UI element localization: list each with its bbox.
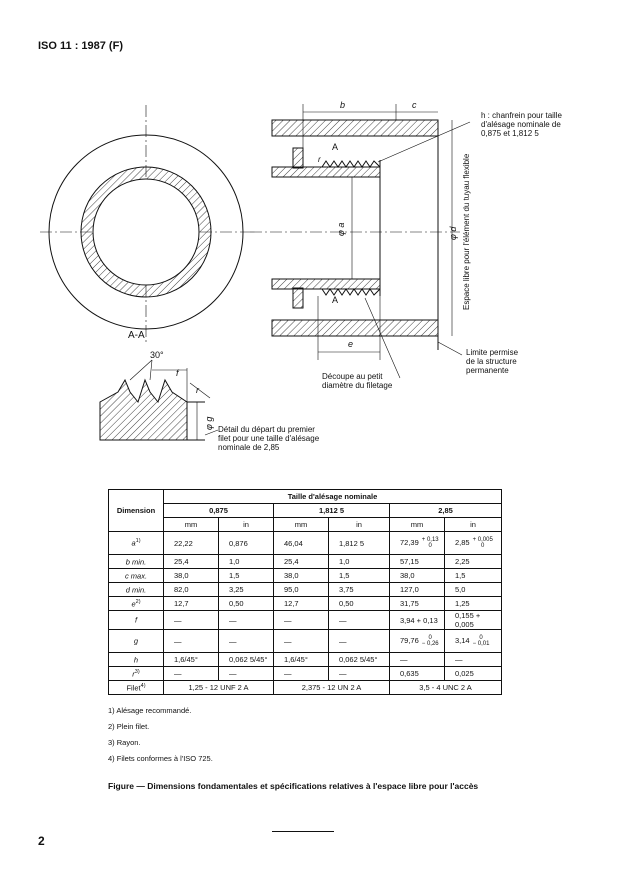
table-cell: 2,375 - 12 UN 2 A	[274, 681, 390, 695]
table-cell: 95,0	[274, 583, 329, 597]
label-a-top: A	[332, 142, 339, 152]
section-label: A-A	[128, 330, 145, 341]
dimension-header: Dimension	[109, 490, 164, 532]
table-cell: 0,50	[329, 597, 390, 611]
table-cell: 0,025	[445, 667, 502, 681]
table-cell: —	[274, 611, 329, 630]
table-row	[109, 611, 502, 630]
table-cell: —	[219, 630, 274, 653]
page-header: ISO 11 : 1987 (F)	[38, 40, 123, 52]
label-g: φ g	[204, 416, 214, 430]
table-cell: 5,0	[445, 583, 502, 597]
label-c: c	[412, 100, 417, 110]
unit-header: mm	[164, 518, 219, 532]
label-f: f	[176, 368, 179, 378]
table-row	[109, 597, 502, 611]
table-cell: 25,4	[274, 555, 329, 569]
page-number: 2	[38, 834, 45, 848]
row-dimension: d min.	[109, 583, 164, 597]
size-header: 0,875	[164, 504, 274, 518]
table-cell: —	[164, 611, 219, 630]
table-row	[109, 630, 502, 653]
label-e: e	[348, 339, 354, 349]
table-cell: 72,39 + 0,13 0	[390, 532, 445, 555]
table-cell: 1,25 - 12 UNF 2 A	[164, 681, 274, 695]
table-cell: 1,5	[329, 569, 390, 583]
table-cell: 1,6/45°	[164, 653, 219, 667]
unit-header: in	[219, 518, 274, 532]
table-cell: 31,75	[390, 597, 445, 611]
row-dimension: $r^{3)}$	[109, 667, 164, 681]
table-cell: 1,812 5	[329, 532, 390, 555]
row-dimension: $e^{2)}$	[109, 597, 164, 611]
table-cell: 1,5	[219, 569, 274, 583]
table-cell: 22,22	[164, 532, 219, 555]
note-chamfer: h : chanfrein pour taille d'alésage nominale de 0,875 et 1,812 5	[481, 111, 562, 138]
table-row	[109, 555, 502, 569]
row-dimension: Filet$^{4)}$	[109, 681, 164, 695]
table-row	[109, 667, 502, 681]
unit-header: in	[329, 518, 390, 532]
size-header: 1,812 5	[274, 504, 390, 518]
table-cell: 2,25	[445, 555, 502, 569]
table-cell: —	[445, 653, 502, 667]
table-cell: —	[164, 630, 219, 653]
table-cell: 0,062 5/45°	[329, 653, 390, 667]
table-cell: 79,76 0 − 0,26	[390, 630, 445, 653]
note-limit: Limite permise de la structure permanente	[466, 348, 519, 375]
table-cell: —	[219, 611, 274, 630]
footnote: 4) Filets conformes à l'ISO 725.	[108, 754, 213, 763]
table-cell: 57,15	[390, 555, 445, 569]
table-cell: 12,7	[274, 597, 329, 611]
row-dimension: b min.	[109, 555, 164, 569]
table-cell: 12,7	[164, 597, 219, 611]
table-row-filet	[109, 681, 502, 695]
footnote: 1) Alésage recommandé.	[108, 706, 192, 715]
table-cell: 0,876	[219, 532, 274, 555]
label-a-bottom: A	[332, 295, 339, 305]
unit-header: mm	[390, 518, 445, 532]
table-cell: 3,75	[329, 583, 390, 597]
table-cell: 0,635	[390, 667, 445, 681]
table-row	[109, 569, 502, 583]
table-cell: 127,0	[390, 583, 445, 597]
table-cell: —	[390, 653, 445, 667]
table-cell: —	[274, 630, 329, 653]
table-cell: 0,50	[219, 597, 274, 611]
size-header: 2,85	[390, 504, 502, 518]
table-cell: 38,0	[164, 569, 219, 583]
table-title: Taille d'alésage nominale	[164, 490, 502, 504]
note-cut: Découpe au petit diamètre du filetage	[322, 372, 393, 390]
row-dimension: $a^{1)}$	[109, 532, 164, 555]
clearance-note: Espace libre pour l'élément du tuyau flexible	[462, 153, 471, 310]
table-row	[109, 583, 502, 597]
table-cell: 2,85 + 0,005 0	[445, 532, 502, 555]
figure-caption: Figure — Dimensions fondamentales et spécifications relatives à l'espace libre pour l'accès	[108, 781, 479, 791]
label-b: b	[340, 100, 346, 110]
section-view	[40, 105, 250, 345]
table-cell: 1,6/45°	[274, 653, 329, 667]
longitudinal-view	[250, 104, 470, 378]
table-cell: 1,25	[445, 597, 502, 611]
row-dimension: h	[109, 653, 164, 667]
table-cell: —	[219, 667, 274, 681]
table-cell: 38,0	[390, 569, 445, 583]
table-cell: 3,94 + 0,13	[390, 611, 445, 630]
footnote: 2) Plein filet.	[108, 722, 150, 731]
table-cell: 46,04	[274, 532, 329, 555]
angle-label: 30°	[150, 350, 164, 360]
unit-header: in	[445, 518, 502, 532]
footer-rule	[272, 831, 334, 832]
row-dimension: g	[109, 630, 164, 653]
table-cell: 3,14 0 − 0,01	[445, 630, 502, 653]
table-cell: 0,155 + 0,005	[445, 611, 502, 630]
row-dimension: c max.	[109, 569, 164, 583]
label-d: φ d	[448, 226, 458, 240]
footnote: 3) Rayon.	[108, 738, 141, 747]
note-detail: Détail du départ du premier filet pour une taille d'alésage nominale de 2,85	[218, 425, 320, 452]
table-cell: —	[164, 667, 219, 681]
unit-header: mm	[274, 518, 329, 532]
table-cell: 38,0	[274, 569, 329, 583]
table-cell: —	[329, 611, 390, 630]
table-cell: 3,5 - 4 UNC 2 A	[390, 681, 502, 695]
table-cell: 25,4	[164, 555, 219, 569]
table-row	[109, 653, 502, 667]
table-cell: —	[329, 667, 390, 681]
table-cell: —	[329, 630, 390, 653]
table-cell: 1,0	[329, 555, 390, 569]
footnotes	[108, 703, 213, 767]
table-row	[109, 532, 502, 555]
thread-detail	[100, 360, 218, 440]
spec-table	[108, 489, 502, 695]
table-cell: 1,5	[445, 569, 502, 583]
label-a: φ a	[336, 222, 346, 236]
row-dimension: f	[109, 611, 164, 630]
label-r: r	[196, 385, 199, 395]
table-cell: 82,0	[164, 583, 219, 597]
table-cell: 0,062 5/45°	[219, 653, 274, 667]
table-cell: —	[274, 667, 329, 681]
table-cell: 1,0	[219, 555, 274, 569]
table-cell: 3,25	[219, 583, 274, 597]
label-r-top: r	[318, 155, 321, 164]
